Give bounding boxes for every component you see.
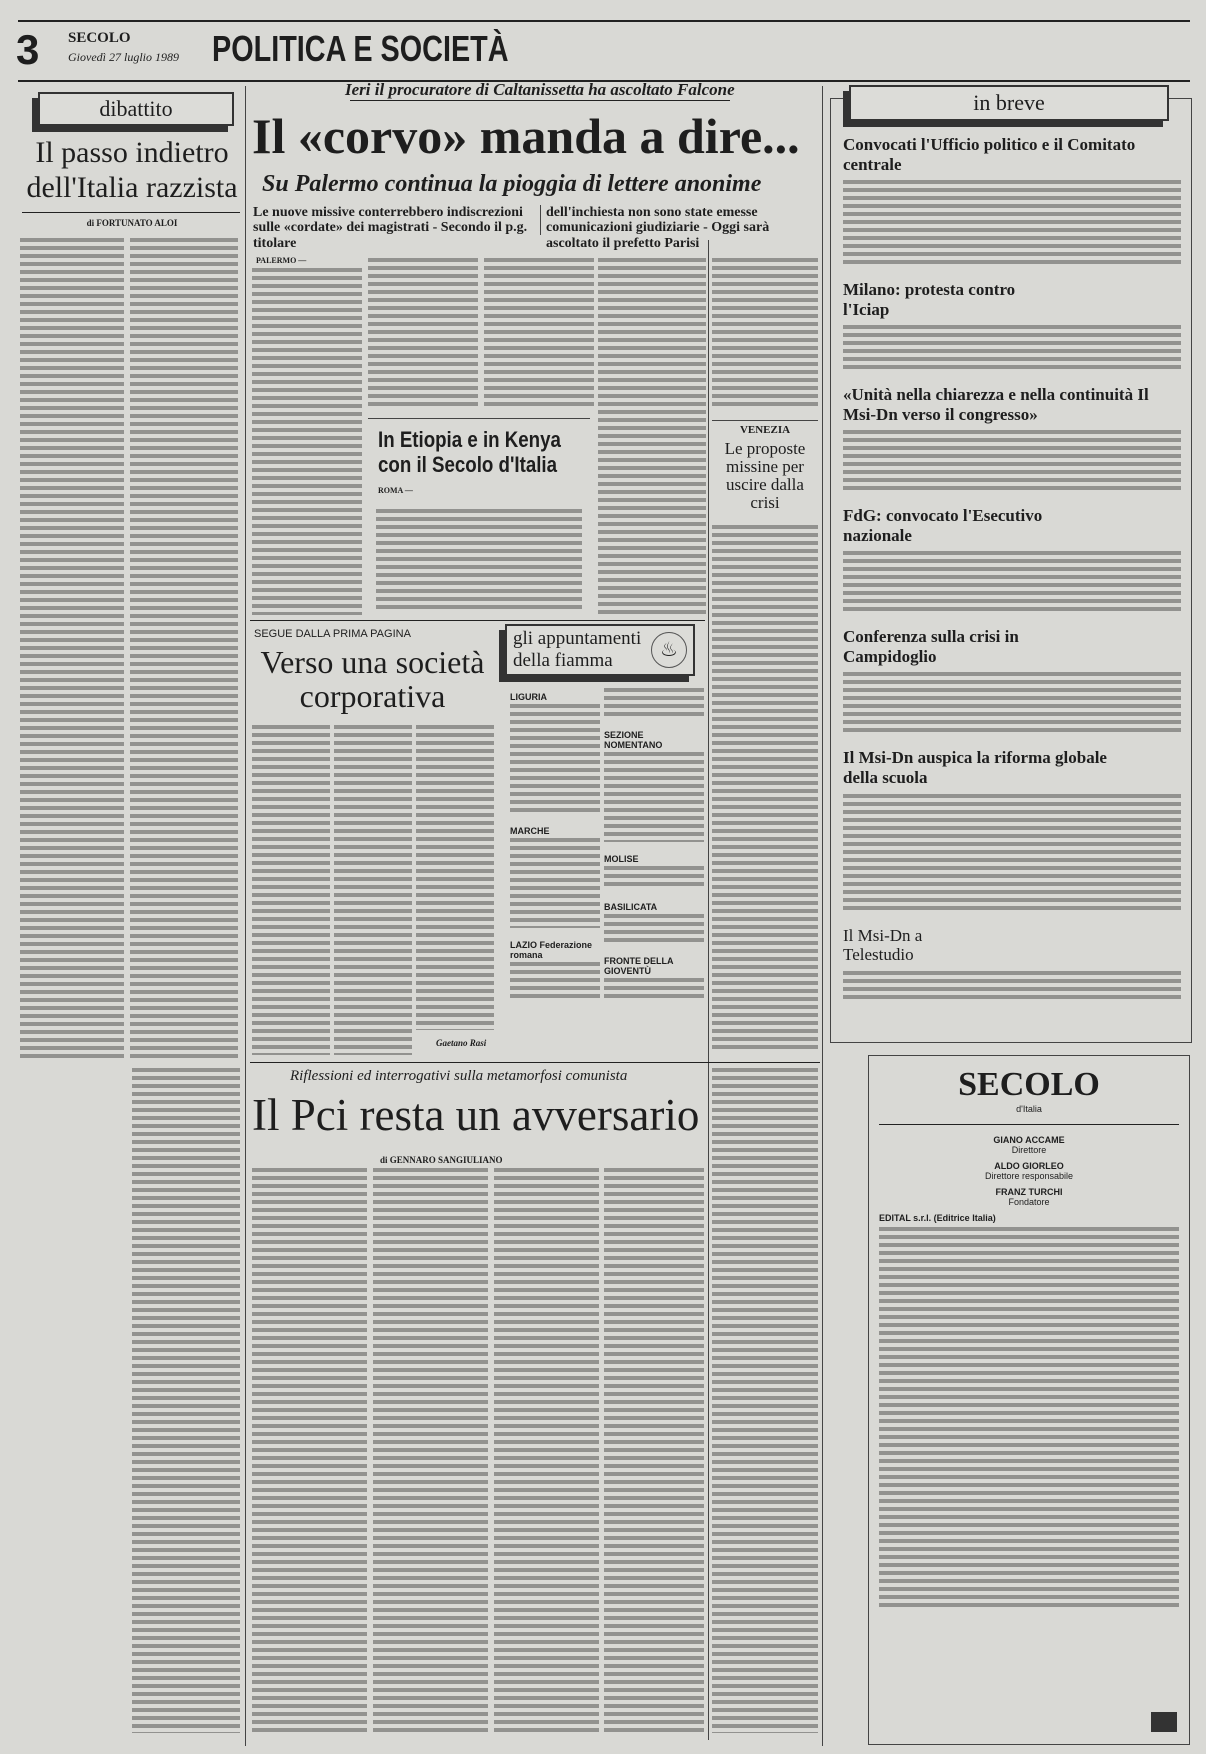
appuntamenti-title: della fiamma [513, 650, 613, 671]
page-number: 3 [16, 26, 40, 73]
breve-headline: Conferenza sulla crisi in Campidoglio [843, 627, 1019, 666]
article-body-text [712, 525, 818, 1050]
etiopia-headline: In Etiopia e in Kenya con il Secolo d'Italia [378, 427, 561, 478]
appuntamenti-title: gli appuntamenti [513, 628, 642, 649]
section-title: POLITICA E SOCIETÀ [212, 28, 509, 69]
dibattito-label [38, 92, 234, 126]
region-label: BASILICATA [604, 902, 658, 912]
staff-role: Direttore responsabile [984, 1171, 1074, 1181]
left-headline: Il passo indietro dell'Italia razzista [26, 136, 238, 204]
lead-deck-left: Le nuove missive conterrebbero indiscrezioni sulle «cordate» dei magistrati - Secondo il p.g. titolare [253, 205, 528, 251]
region-label: FRONTE DELLA GIOVENTÙ [604, 956, 674, 976]
masthead-subtitle: d'Italia [1016, 1104, 1042, 1114]
staff-role: Direttore [1011, 1145, 1047, 1155]
breve-headline: Milano: protesta contro l'Iciap [843, 280, 1016, 319]
article-body-text [373, 1168, 488, 1733]
lead-headline: Il «corvo» manda a dire... [252, 108, 800, 164]
staff-name: ALDO GIORLEO [994, 1161, 1064, 1171]
paper-name: SECOLO [68, 30, 131, 46]
corporativa-author: Gaetano Rasi [436, 1038, 487, 1048]
pci-byline: di GENNARO SANGIULIANO [380, 1155, 503, 1165]
article-body-text [416, 725, 494, 1030]
lead-dateline: PALERMO — [256, 256, 307, 265]
masthead-title: SECOLO [958, 1066, 1100, 1103]
region-label: LIGURIA [510, 692, 547, 702]
appuntamenti-col-left [510, 688, 600, 1014]
article-body-text [20, 238, 124, 1058]
in-breve-text: in breve [973, 90, 1045, 115]
article-body-text [376, 509, 582, 609]
lead-kicker: Ieri il procuratore di Caltanissetta ha ascoltato Falcone [345, 80, 735, 99]
issue-date: Giovedì 27 luglio 1989 [68, 50, 179, 64]
dibattito-text: dibattito [99, 96, 173, 121]
article-body-text [604, 1168, 704, 1733]
region-label: LAZIO Federazione romana [510, 940, 593, 960]
breve-headline: FdG: convocato l'Esecutivo nazionale [843, 506, 1043, 545]
article-body-text [252, 1168, 367, 1733]
in-breve-label [849, 85, 1169, 121]
article-body-text [484, 258, 594, 410]
venezia-headline: Le proposte missine per uscire dalla crisi [724, 439, 806, 512]
article-body-text [130, 238, 238, 1058]
etiopia-dateline: ROMA — [378, 485, 413, 495]
article-body-text [252, 725, 330, 1055]
appuntamenti-header [505, 624, 695, 676]
region-label: MARCHE [510, 826, 550, 836]
staff-name: GIANO ACCAME [993, 1135, 1065, 1145]
staff-name: FRANZ TURCHI [995, 1187, 1063, 1197]
article-body-text [368, 258, 478, 410]
left-byline: di FORTUNATO ALOI [86, 218, 178, 228]
region-label: MOLISE [604, 854, 639, 864]
union-logo-icon [1151, 1712, 1177, 1732]
flame-logo-icon: ♨ [651, 632, 687, 668]
pci-kicker: Riflessioni ed interrogativi sulla metamorfosi comunista [290, 1068, 628, 1084]
in-breve-panel [830, 90, 1192, 1043]
masthead-box [868, 1055, 1190, 1745]
publisher: EDITAL s.r.l. (Editrice Italia) [879, 1213, 996, 1223]
breve-headline: «Unità nella chiarezza e nella continuità Il Msi-Dn verso il congresso» [843, 385, 1149, 424]
pci-headline: Il Pci resta un avversario [252, 1090, 700, 1140]
breve-headline: Il Msi-Dn auspica la riforma globale della scuola [843, 748, 1107, 788]
corporativa-kicker: SEGUE DALLA PRIMA PAGINA [254, 628, 411, 640]
venezia-label: VENEZIA [712, 420, 818, 436]
staff-role: Fondatore [1008, 1197, 1050, 1207]
lead-deck-right: dell'inchiesta non sono state emesse comunicazioni giudiziarie - Oggi sarà ascoltato il prefetto Parisi [546, 205, 770, 251]
breve-headline: Il Msi-Dn a Telestudio [843, 925, 923, 965]
article-body-text [334, 725, 412, 1055]
region-label: SEZIONE NOMENTANO [604, 730, 663, 750]
article-body-text [712, 258, 818, 410]
etiopia-box [368, 418, 590, 613]
appuntamenti-col-right [604, 688, 704, 1014]
article-body-text [252, 268, 362, 615]
breve-headline: Convocati l'Ufficio politico e il Comitato centrale [843, 135, 1136, 174]
lead-subhead: Su Palermo continua la pioggia di lettere anonime [262, 171, 762, 197]
corporativa-headline: Verso una società corporativa [260, 644, 485, 714]
article-body-text [598, 258, 706, 615]
article-body-text [712, 1068, 818, 1733]
article-body-text [132, 1068, 240, 1733]
article-body-text [494, 1168, 599, 1733]
